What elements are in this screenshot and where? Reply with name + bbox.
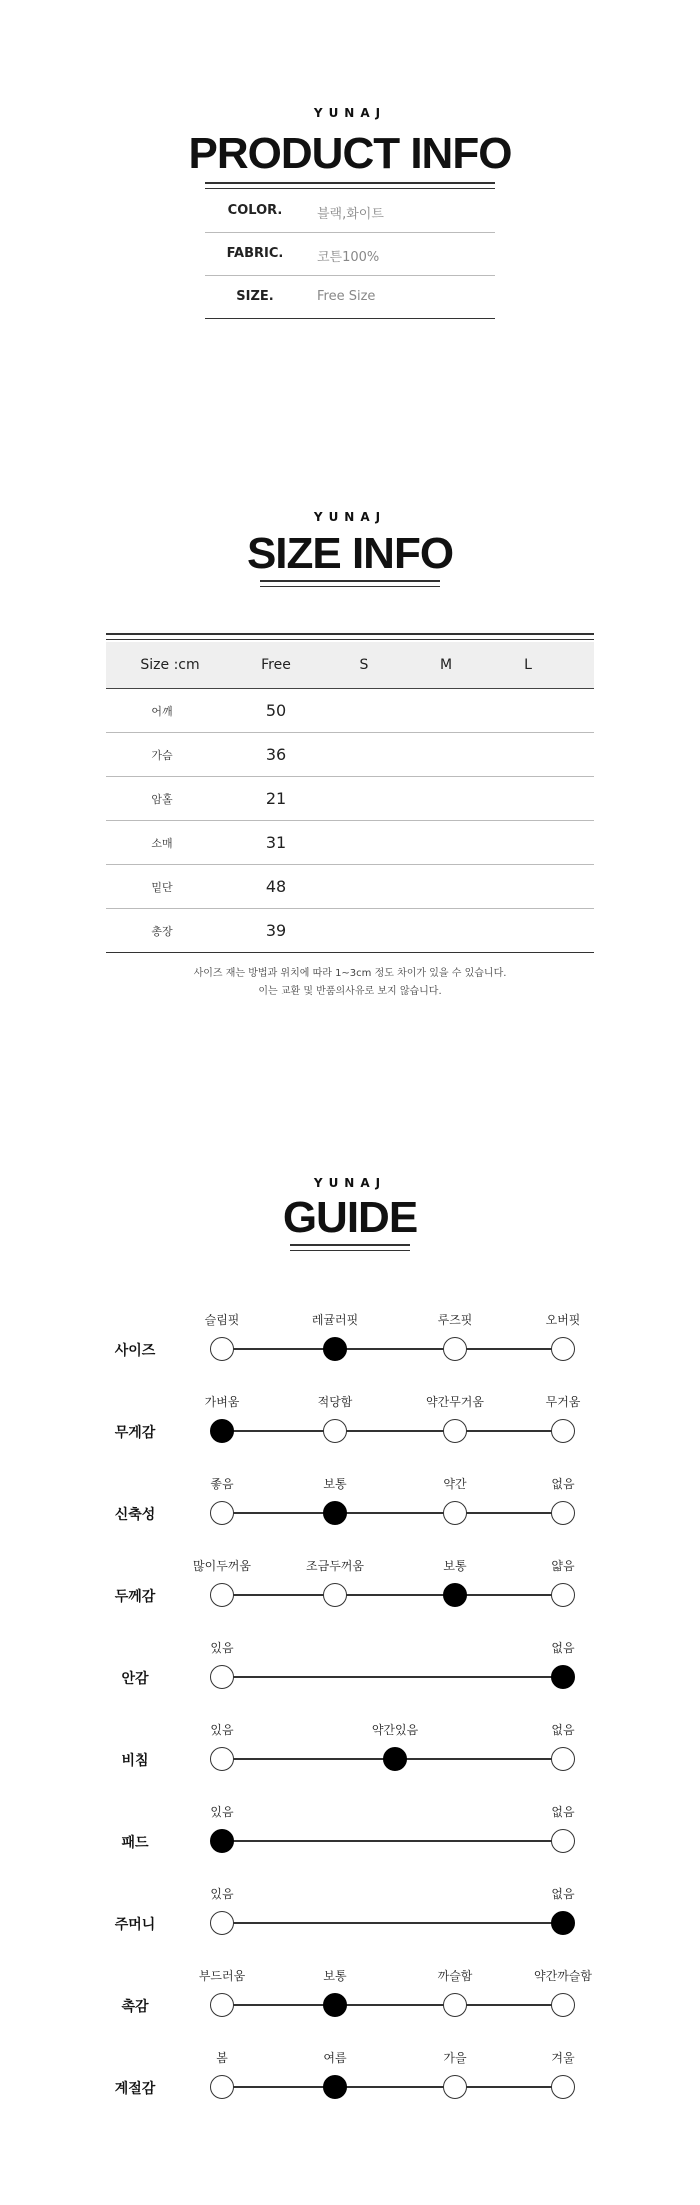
measure-free-value: 21 [265, 789, 287, 808]
guide-option-label: 조금두꺼움 [306, 1559, 364, 1573]
guide-scale-line [222, 1512, 563, 1514]
guide-dot-selected [323, 1501, 347, 1525]
guide-option-label: 보통 [443, 1559, 467, 1573]
guide-dot [210, 2075, 234, 2099]
header-l: L [524, 657, 532, 673]
guide-dot-selected [210, 1829, 234, 1853]
header-free: Free [261, 657, 291, 673]
guide-dot [551, 1993, 575, 2017]
guide-option-label: 가을 [443, 2051, 467, 2065]
guide-scale-line [222, 1840, 563, 1842]
guide-option-label: 있음 [210, 1805, 234, 1819]
guide-option-label: 없음 [551, 1477, 575, 1491]
guide-option-label: 보통 [323, 1477, 347, 1491]
guide-option-label: 까슬함 [437, 1969, 473, 1983]
guide-dot [551, 1501, 575, 1525]
guide-dot [443, 1337, 467, 1361]
size-table-row [106, 865, 594, 909]
guide-option-label: 루즈핏 [437, 1313, 473, 1327]
guide-category: 촉감 [121, 1999, 149, 2015]
guide-category: 무게감 [114, 1425, 156, 1441]
title-underline [260, 580, 440, 587]
guide-option-label: 약간 [443, 1477, 467, 1491]
measure-free-value: 50 [265, 701, 287, 720]
guide-category: 안감 [121, 1671, 149, 1687]
brand-name: YUNAJ [313, 106, 387, 120]
guide-dot [551, 1747, 575, 1771]
guide-dot [443, 1501, 467, 1525]
guide-option-label: 가벼움 [204, 1395, 240, 1409]
header-size-cm: Size :cm [140, 657, 200, 673]
guide-dot [323, 1419, 347, 1443]
guide-option-label: 좋음 [210, 1477, 234, 1491]
size-note-line-2: 이는 교환 및 반품의사유로 보지 않습니다. [258, 986, 442, 997]
product-info-row [205, 276, 495, 319]
header-m: M [439, 657, 453, 673]
guide-dot [551, 1583, 575, 1607]
guide-dot-selected [210, 1419, 234, 1443]
guide-dot [210, 1337, 234, 1361]
guide-option-label: 있음 [210, 1887, 234, 1901]
guide-dot [551, 1829, 575, 1853]
product-info-value: Free Size [317, 289, 376, 304]
guide-scale-line [222, 2004, 563, 2006]
measure-free-value: 31 [265, 833, 287, 852]
size-info-title: SIZE INFO [246, 529, 454, 578]
guide-dot [443, 2075, 467, 2099]
title-underline [290, 1244, 410, 1251]
guide-dot [443, 1419, 467, 1443]
guide-option-label: 약간있음 [371, 1723, 419, 1737]
size-table-header [106, 642, 594, 689]
guide-scale-line [222, 2086, 563, 2088]
guide-dot [210, 1747, 234, 1771]
size-table-row [106, 777, 594, 821]
guide-dot [210, 1911, 234, 1935]
guide-option-label: 레귤러핏 [311, 1313, 359, 1327]
size-table-row [106, 733, 594, 777]
measure-name: 총장 [151, 924, 173, 938]
measure-name: 밑단 [151, 880, 173, 894]
guide-dot-selected [551, 1665, 575, 1689]
table-top-rule [106, 633, 594, 640]
guide-category: 패드 [121, 1835, 149, 1851]
guide-option-label: 무거움 [545, 1395, 581, 1409]
guide-dot [210, 1501, 234, 1525]
guide-category: 사이즈 [114, 1343, 156, 1359]
measure-name: 암홀 [151, 792, 173, 806]
title-underline [205, 182, 495, 189]
guide-category: 신축성 [114, 1507, 156, 1523]
measure-free-value: 39 [265, 921, 287, 940]
guide-option-label: 약간까슬함 [534, 1969, 592, 1983]
guide-category: 비침 [121, 1753, 149, 1769]
brand-name: YUNAJ [313, 1176, 387, 1190]
size-table-row [106, 689, 594, 733]
measure-name: 소매 [151, 836, 173, 850]
measure-name: 어깨 [151, 704, 173, 718]
guide-dot [551, 2075, 575, 2099]
product-info-value: 블랙,화이트 [317, 207, 384, 222]
guide-category: 주머니 [114, 1917, 156, 1933]
guide-category: 계절감 [114, 2081, 156, 2097]
guide-scale-line [222, 1594, 563, 1596]
product-info-label: FABRIC. [226, 246, 284, 261]
guide-dot-selected [551, 1911, 575, 1935]
measure-free-value: 48 [265, 877, 287, 896]
guide-option-label: 있음 [210, 1723, 234, 1737]
guide-dot [551, 1419, 575, 1443]
guide-dot [551, 1337, 575, 1361]
guide-dot [210, 1665, 234, 1689]
guide-dot [210, 1583, 234, 1607]
product-info-row [205, 233, 495, 276]
size-table-row [106, 821, 594, 865]
guide-option-label: 겨울 [551, 2051, 575, 2065]
guide-option-label: 많이두꺼움 [193, 1559, 251, 1573]
guide-dot-selected [443, 1583, 467, 1607]
guide-scale-line [222, 1430, 563, 1432]
guide-dot-selected [323, 1993, 347, 2017]
guide-option-label: 보통 [323, 1969, 347, 1983]
guide-scale-line [222, 1922, 563, 1924]
guide-option-label: 오버핏 [545, 1313, 581, 1327]
guide-option-label: 없음 [551, 1805, 575, 1819]
measure-name: 가슴 [151, 748, 173, 762]
guide-option-label: 없음 [551, 1641, 575, 1655]
guide-option-label: 적당함 [317, 1395, 353, 1409]
guide-option-label: 얇음 [551, 1559, 575, 1573]
guide-option-label: 여름 [323, 2051, 347, 2065]
guide-option-label: 약간무거움 [426, 1395, 484, 1409]
product-info-label: COLOR. [227, 203, 283, 218]
product-info-label: SIZE. [236, 289, 274, 304]
brand-name: YUNAJ [313, 510, 387, 524]
guide-option-label: 슬림핏 [204, 1313, 240, 1327]
product-info-value: 코튼100% [317, 250, 380, 265]
guide-option-label: 부드러움 [198, 1969, 246, 1983]
guide-dot-selected [383, 1747, 407, 1771]
size-table-row [106, 909, 594, 953]
header-s: S [359, 657, 369, 673]
measure-free-value: 36 [265, 745, 287, 764]
guide-dot [210, 1993, 234, 2017]
guide-option-label: 없음 [551, 1887, 575, 1901]
guide-scale-line [222, 1348, 563, 1350]
guide-dot-selected [323, 1337, 347, 1361]
guide-title: GUIDE [282, 1193, 418, 1242]
product-info-title: PRODUCT INFO [188, 129, 512, 178]
guide-option-label: 있음 [210, 1641, 234, 1655]
product-info-row [205, 190, 495, 233]
guide-category: 두께감 [114, 1589, 156, 1605]
guide-dot [323, 1583, 347, 1607]
guide-dot-selected [323, 2075, 347, 2099]
size-note-line-1: 사이즈 재는 방법과 위치에 따라 1~3cm 정도 차이가 있을 수 있습니다. [193, 968, 507, 979]
guide-scale-line [222, 1676, 563, 1678]
guide-option-label: 없음 [551, 1723, 575, 1737]
guide-option-label: 봄 [216, 2051, 228, 2065]
guide-dot [443, 1993, 467, 2017]
